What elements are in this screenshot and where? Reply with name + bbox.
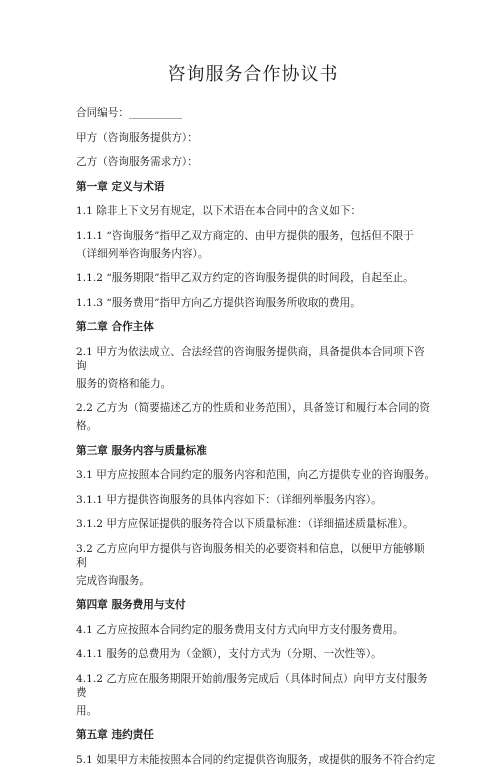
clause-3-2-line-2: 完成咨询服务。: [76, 574, 151, 587]
clause-2-1-line-2: 服务的资格和能力。: [76, 377, 172, 390]
clause-5-1: 5.1 如果甲方未能按照本合同的约定提供咨询服务，或提供的服务不符合约定: [76, 753, 436, 766]
clause-1-1-3: 1.1.3 “服务费用”指甲方向乙方提供咨询服务所收取的费用。: [76, 296, 361, 309]
clause-3-2: [76, 542, 430, 588]
contract-number-line: 合同编号：__________: [76, 107, 182, 119]
document-title: 咨询服务合作协议书: [167, 64, 339, 85]
clause-3-1-1: 3.1.1 甲方提供咨询服务的具体内容如下：（详细列举服务内容）。: [76, 493, 382, 506]
chapter-5-heading: 第五章 违约责任: [76, 729, 154, 741]
chapter-1-heading: 第一章 定义与术语: [76, 180, 165, 193]
clause-4-1: 4.1 乙方应按照本合同约定的服务费用支付方式向甲方支付服务费用。: [76, 623, 404, 636]
chapter-2-heading: 第二章 合作主体: [76, 321, 154, 333]
clause-3-1-2: 3.1.2 甲方应保证提供的服务符合以下质量标准：（详细描述质量标准）。: [76, 518, 414, 530]
clause-3-1: 3.1 甲方应按照本合同约定的服务内容和范围，向乙方提供专业的咨询服务。: [76, 469, 436, 481]
clause-2-2: [76, 401, 430, 433]
clause-1-1: 1.1 除非上下文另有规定，以下术语在本合同中的含义如下：: [76, 205, 362, 217]
clause-2-1: [76, 345, 430, 391]
clause-1-1-1-line-1: 1.1.1 “咨询服务”指甲乙双方商定的、由甲方提供的服务，包括但不限于: [76, 229, 414, 242]
clause-1-1-2: 1.1.2 “服务期限”指甲乙双方约定的咨询服务提供的时间段，自起至止。: [76, 272, 414, 284]
clause-3-2-line-1: 3.2 乙方应向甲方提供与咨询服务相关的必要资料和信息，以便甲方能够顺利: [76, 542, 425, 569]
party-a-line: 甲方（咨询服务提供方）：: [76, 131, 198, 144]
clause-4-1-1: 4.1.1 服务的总费用为（金额），支付方式为（分期、一次性等）。: [76, 648, 382, 660]
clause-2-2-line-1: 2.2 乙方为（简要描述乙方的性质和业务范围），具备签订和履行本合同的资: [76, 402, 430, 414]
clause-1-1-1-line-2: （详细列举咨询服务内容）。: [76, 247, 209, 260]
clause-4-1-2-line-2: 用。: [76, 704, 98, 717]
clause-1-1-1: [76, 229, 430, 261]
clause-2-2-line-2: 格。: [76, 420, 98, 432]
chapter-3-heading: 第三章 服务内容与质量标准: [76, 444, 207, 457]
chapter-4-heading: 第四章 服务费用与支付: [76, 599, 186, 611]
party-b-line: 乙方（咨询服务需求方）：: [76, 156, 198, 168]
clause-4-1-2: [76, 672, 430, 718]
clause-2-1-line-1: 2.1 甲方为依法成立、合法经营的咨询服务提供商，具备提供本合同项下咨询: [76, 345, 425, 372]
clause-4-1-2-line-1: 4.1.2 乙方应在服务期限开始前/服务完成后（具体时间点）向甲方支付服务费: [76, 672, 428, 699]
